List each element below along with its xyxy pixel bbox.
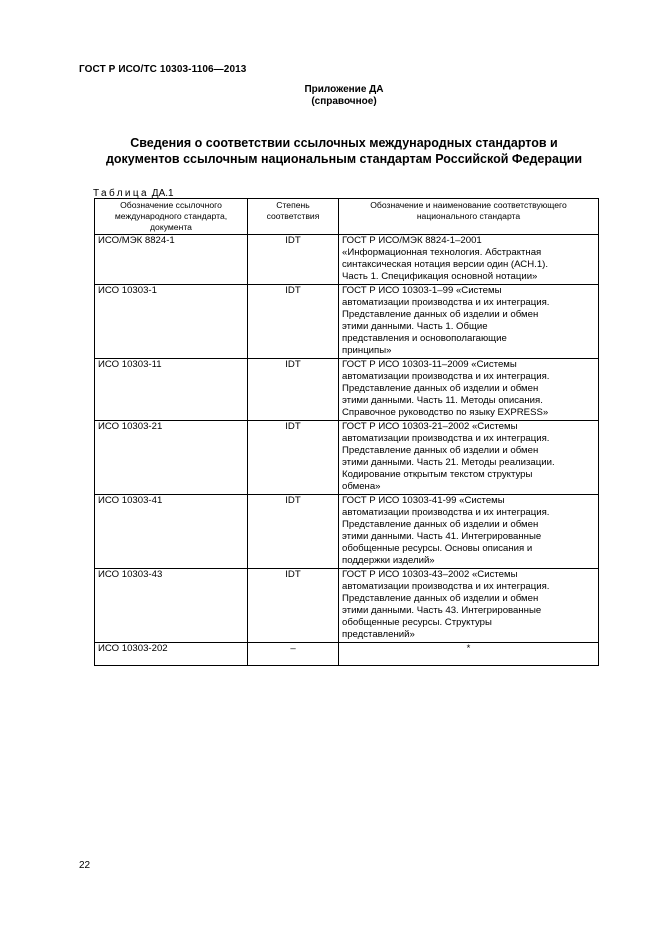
document-title-line-2: документов ссылочным национальным стандартам Российской Федерации <box>105 152 583 166</box>
reference-standard-cell: ИСО 10303-1 <box>95 285 248 359</box>
standard-designation: ГОСТ Р ИСО/ТС 10303-1106—2013 <box>79 64 247 75</box>
degree-cell: – <box>248 643 339 666</box>
table-caption-id: ДА.1 <box>151 188 174 199</box>
table-row <box>95 569 599 643</box>
page-number: 22 <box>79 860 91 871</box>
header-degree: Степень соответствия <box>248 199 339 235</box>
degree-cell: IDT <box>248 569 339 643</box>
table-row <box>95 643 599 666</box>
table-caption-word: Таблица <box>93 188 150 199</box>
national-standard-cell: ГОСТ Р ИСО 10303-43–2002 «Системы автоматизации производства и их интеграция. Представление данных об изделии и обмен этими данными. Часть 43. Интегрированные обобщенные ресурсы. Структуры представлений» <box>339 569 599 643</box>
table-row <box>95 421 599 495</box>
degree-cell: IDT <box>248 421 339 495</box>
annex-subtitle: (справочное) <box>311 96 377 107</box>
reference-standard-cell: ИСО 10303-21 <box>95 421 248 495</box>
national-standard-cell: ГОСТ Р ИСО 10303-11–2009 «Системы автоматизации производства и их интеграция. Представление данных об изделии и обмен этими данными. Часть 11. Методы описания. Справочное руководство по языку EXPRESS» <box>339 359 599 421</box>
degree-cell: IDT <box>248 359 339 421</box>
national-standard-cell: ГОСТ Р ИСО 10303-41-99 «Системы автоматизации производства и их интеграция. Представление данных об изделии и обмен этими данными. Часть 41. Интегрированные обобщенные ресурсы. Основы описания и поддержки изделий» <box>339 495 599 569</box>
national-standard-cell: ГОСТ Р ИСО 10303-21–2002 «Системы автоматизации производства и их интеграция. Представление данных об изделии и обмен этими данными. Часть 21. Методы реализации. Кодирование открытым текстом структуры обмена» <box>339 421 599 495</box>
table-row <box>95 495 599 569</box>
degree-cell: IDT <box>248 285 339 359</box>
table-row <box>95 285 599 359</box>
degree-cell: IDT <box>248 495 339 569</box>
reference-standard-cell: ИСО 10303-11 <box>95 359 248 421</box>
document-title <box>0 135 661 167</box>
reference-standard-cell: ИСО 10303-202 <box>95 643 248 666</box>
table-row <box>95 359 599 421</box>
document-title-line-1: Сведения о соответствии ссылочных международных стандартов и <box>130 136 558 150</box>
national-standard-cell: ГОСТ Р ИСО 10303-1–99 «Системы автоматизации производства и их интеграция. Представление данных об изделии и обмен этими данными. Часть 1. Общие представления и основополагающие принципы» <box>339 285 599 359</box>
reference-standard-cell: ИСО 10303-41 <box>95 495 248 569</box>
national-standard-cell: ГОСТ Р ИСО/МЭК 8824-1–2001 «Информационная технология. Абстрактная синтаксическая нотация версии один (АСН.1). Часть 1. Спецификация основной нотации» <box>339 235 599 285</box>
table-row <box>95 235 599 285</box>
annex-heading <box>0 84 661 108</box>
reference-standard-cell: ИСО/МЭК 8824-1 <box>95 235 248 285</box>
correspondence-table <box>94 198 599 666</box>
table-header-row <box>95 199 599 235</box>
header-national-standard: Обозначение и наименование соответствующего национального стандарта <box>339 199 599 235</box>
degree-cell: IDT <box>248 235 339 285</box>
reference-standard-cell: ИСО 10303-43 <box>95 569 248 643</box>
header-reference-standard: Обозначение ссылочного международного стандарта, документа <box>95 199 248 235</box>
national-standard-cell: * <box>339 643 599 666</box>
annex-title: Приложение ДА <box>304 84 384 95</box>
